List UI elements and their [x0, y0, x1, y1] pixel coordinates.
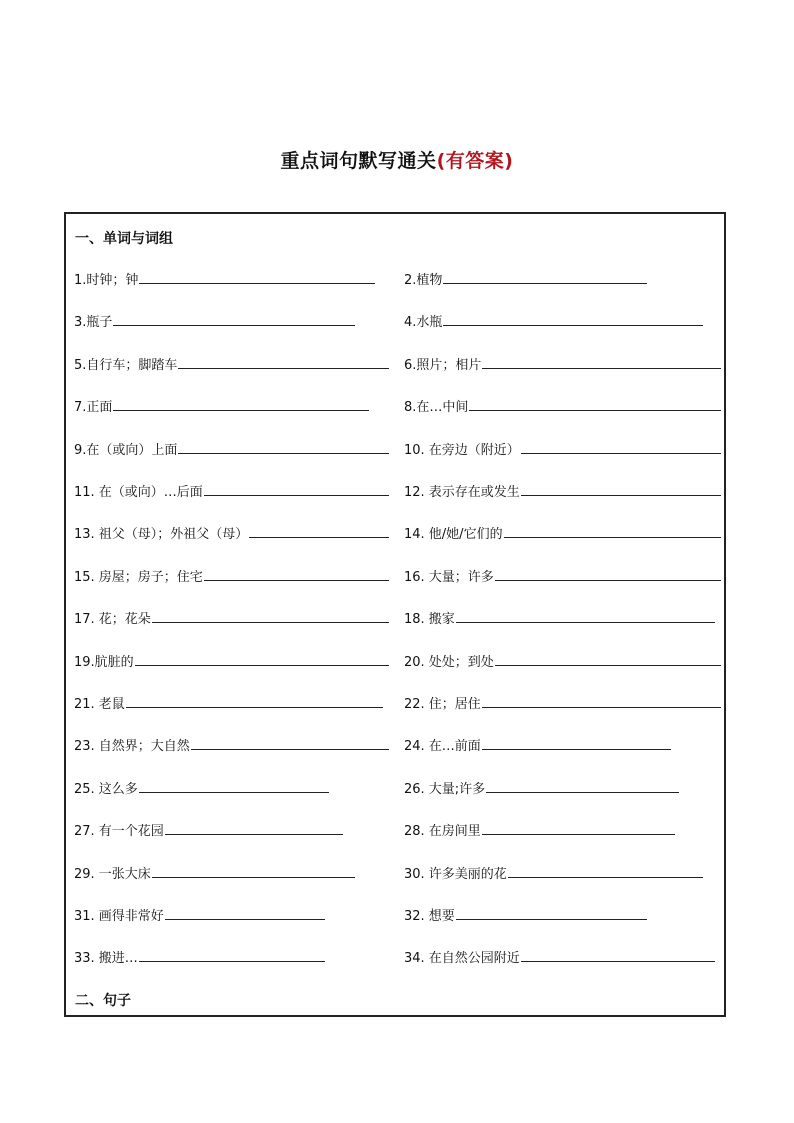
exercise-box — [64, 212, 726, 1017]
vocab-item — [74, 566, 389, 584]
vocab-item — [74, 269, 375, 287]
answer-blank[interactable] — [126, 694, 383, 708]
vocab-item — [74, 651, 389, 669]
answer-blank[interactable] — [152, 864, 355, 878]
answer-blank[interactable] — [456, 906, 647, 920]
vocab-prompt: 22. 住；居住 — [404, 697, 481, 712]
vocab-prompt: 19.肮脏的 — [74, 654, 134, 670]
vocab-prompt: 10. 在旁边（附近） — [404, 442, 520, 458]
answer-blank[interactable] — [204, 482, 389, 496]
answer-blank[interactable] — [165, 906, 325, 920]
answer-blank[interactable] — [508, 864, 703, 878]
answer-blank[interactable] — [178, 440, 389, 454]
vocab-item — [404, 566, 721, 584]
title-answer-note: (有答案) — [436, 150, 514, 172]
vocab-item — [74, 311, 355, 329]
answer-blank[interactable] — [113, 397, 369, 411]
vocab-prompt: 3.瓶子 — [74, 315, 113, 331]
vocab-item — [74, 354, 389, 372]
answer-blank[interactable] — [139, 948, 325, 962]
answer-blank[interactable] — [469, 397, 721, 411]
answer-blank[interactable] — [482, 355, 721, 369]
vocab-item — [404, 693, 721, 711]
vocab-prompt: 23. 自然界；大自然 — [74, 739, 190, 755]
answer-blank[interactable] — [113, 312, 355, 326]
vocab-item — [74, 905, 325, 923]
vocab-item — [74, 693, 383, 711]
vocab-item — [74, 439, 389, 457]
answer-blank[interactable] — [191, 736, 389, 750]
answer-blank[interactable] — [456, 609, 715, 623]
vocab-item — [404, 947, 715, 965]
vocab-prompt: 1.时钟；钟 — [74, 273, 139, 288]
vocab-item — [74, 778, 329, 796]
vocab-prompt: 20. 处处；到处 — [404, 654, 494, 670]
vocab-item — [74, 947, 325, 965]
answer-blank[interactable] — [482, 736, 671, 750]
vocab-item — [404, 269, 647, 287]
section-heading-sentences: 二、句子 — [75, 993, 131, 1009]
answer-blank[interactable] — [482, 821, 675, 835]
answer-blank[interactable] — [139, 779, 329, 793]
answer-blank[interactable] — [521, 440, 721, 454]
vocab-prompt: 11. 在（或向）…后面 — [74, 485, 203, 500]
vocab-prompt: 13. 祖父（母）；外祖父（母） — [74, 527, 249, 543]
vocab-prompt: 21. 老鼠 — [74, 697, 125, 712]
answer-blank[interactable] — [152, 609, 389, 623]
vocab-prompt: 16. 大量；许多 — [404, 569, 494, 585]
vocab-item — [74, 735, 389, 753]
vocab-item — [74, 523, 389, 541]
vocab-item — [74, 608, 389, 626]
answer-blank[interactable] — [495, 652, 721, 666]
vocab-prompt: 7.正面 — [74, 400, 113, 416]
answer-blank[interactable] — [249, 524, 389, 538]
vocab-item — [74, 481, 389, 499]
vocab-item — [404, 354, 721, 372]
page-title — [0, 146, 794, 173]
vocab-item — [404, 481, 721, 499]
answer-blank[interactable] — [486, 779, 679, 793]
vocab-item — [404, 820, 675, 838]
answer-blank[interactable] — [165, 821, 343, 835]
vocab-item — [404, 863, 703, 881]
vocab-prompt: 5.自行车；脚踏车 — [74, 357, 178, 373]
answer-blank[interactable] — [521, 482, 721, 496]
answer-blank[interactable] — [482, 694, 721, 708]
vocab-prompt: 24. 在…前面 — [404, 739, 481, 755]
answer-blank[interactable] — [204, 567, 389, 581]
vocab-prompt: 33. 搬进… — [74, 951, 138, 967]
answer-blank[interactable] — [139, 270, 375, 284]
vocab-prompt: 2.植物 — [404, 273, 443, 288]
vocab-prompt: 31. 画得非常好 — [74, 909, 164, 924]
answer-blank[interactable] — [178, 355, 389, 369]
vocab-prompt: 29. 一张大床 — [74, 866, 151, 882]
vocab-item — [404, 439, 721, 457]
answer-blank[interactable] — [504, 524, 721, 538]
answer-blank[interactable] — [443, 312, 703, 326]
vocab-prompt: 25. 这么多 — [74, 781, 138, 797]
vocab-prompt: 28. 在房间里 — [404, 824, 481, 840]
vocab-prompt: 17. 花；花朵 — [74, 612, 151, 628]
answer-blank[interactable] — [521, 948, 715, 962]
vocab-prompt: 26. 大量;许多 — [404, 781, 486, 797]
vocab-prompt: 8.在…中间 — [404, 400, 469, 416]
vocab-prompt: 14. 他/她/它们的 — [404, 527, 503, 543]
vocab-prompt: 18. 搬家 — [404, 612, 455, 628]
vocab-prompt: 12. 表示存在或发生 — [404, 485, 520, 500]
vocab-item — [404, 523, 721, 541]
vocab-item — [404, 778, 679, 796]
vocab-item — [404, 651, 721, 669]
vocab-item — [74, 863, 355, 881]
vocab-item — [404, 396, 721, 414]
vocab-prompt: 6.照片；相片 — [404, 357, 482, 373]
vocab-item — [404, 905, 647, 923]
vocab-item — [404, 735, 671, 753]
vocab-prompt: 27. 有一个花园 — [74, 824, 164, 840]
vocab-prompt: 30. 许多美丽的花 — [404, 866, 507, 882]
vocab-item — [404, 311, 703, 329]
answer-blank[interactable] — [135, 652, 389, 666]
vocab-item — [404, 608, 715, 626]
vocab-item — [74, 820, 343, 838]
vocab-item — [74, 396, 369, 414]
vocab-prompt: 32. 想要 — [404, 909, 455, 924]
answer-blank[interactable] — [495, 567, 721, 581]
vocab-prompt: 34. 在自然公园附近 — [404, 951, 520, 967]
title-main: 重点词句默写通关 — [280, 150, 437, 172]
vocab-prompt: 9.在（或向）上面 — [74, 442, 178, 458]
vocab-prompt: 15. 房屋；房子；住宅 — [74, 569, 203, 585]
vocab-prompt: 4.水瓶 — [404, 315, 443, 331]
answer-blank[interactable] — [443, 270, 647, 284]
section-heading-words: 一、单词与词组 — [75, 231, 173, 247]
